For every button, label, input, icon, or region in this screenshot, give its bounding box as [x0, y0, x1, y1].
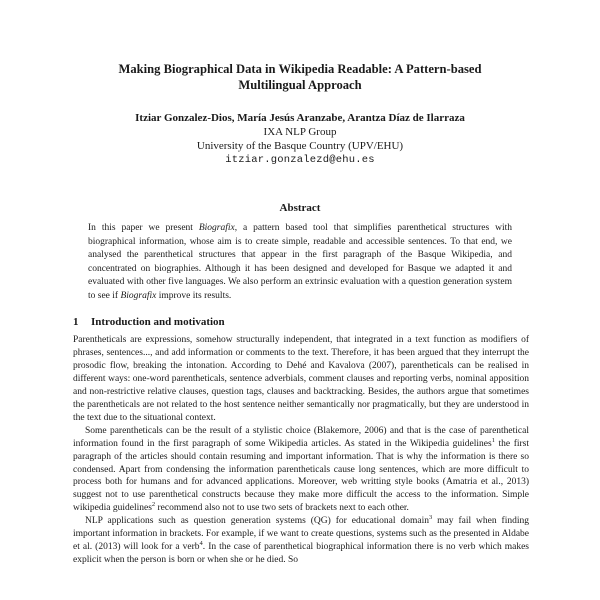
abstract-text-1: In this paper we present: [88, 223, 199, 233]
section-heading: [73, 315, 533, 329]
paper-title-line-2: Multilingual Approach: [238, 78, 362, 92]
body-text-3a: NLP applications such as question generation systems (QG) for educational domain: [85, 516, 429, 527]
body-text-2a: Some parentheticals can be the result of a stylistic choice (Blakemore, 2006) and that is the case of parenthetical information found in the first paragraph of some Wikipedia articles. As stated in the Wikipedia guidelines: [73, 425, 529, 449]
abstract-paragraph: [88, 222, 512, 303]
author-names: Itziar Gonzalez-Dios, María Jesús Aranzabe, Arantza Díaz de Ilarraza: [135, 112, 465, 124]
author-group: IXA NLP Group: [263, 126, 337, 138]
body-paragraph-2: [73, 425, 529, 516]
body-text-3c: . In the case of parenthetical biographical information there is no verb which makes explicit when the person is born or when she or he died. So: [73, 542, 529, 566]
footnote-marker-3: 3: [428, 514, 433, 522]
author-block: [40, 111, 560, 167]
body-text-3b: may fail when finding important information in brackets. For example, if we want to create questions, systems such as the presented in Aldabe et al. (2013) will look for a verb: [73, 516, 529, 553]
author-email: itziar.gonzalezd@ehu.es: [225, 154, 375, 166]
paper-title-line-1: Making Biographical Data in Wikipedia Readable: A Pattern-based: [118, 62, 482, 76]
section-title: Introduction and motivation: [91, 316, 225, 328]
body-paragraph-1: Parentheticals are expressions, somehow structurally independent, that integrated in a text function as modifiers of phrases, sentences..., and add information or comments to the text. Therefore, it has been argued that they interrupt the prosodic flow, breaking the intonation. According to Dehé and Kavalova (2007), parentheticals can be realised in different ways: one-word parentheticals, sentence adverbials, comment clauses and reporting verbs, nominal apposition and non-restrictive relative clauses, question tags, clauses and backtracking. Besides, the authors argue that sometimes the parentheticals are not related to the host sentence neither semantically nor pragmatically, but they are understood in the text due to the situational context.: [73, 335, 529, 423]
section-body: [73, 334, 529, 567]
author-affiliation: University of the Basque Country (UPV/EHU): [196, 140, 404, 152]
body-text-2b: the first paragraph of the articles should contain resuming and important information. That is why the information is there so condensed. Apart from condensing the information parentheticals cause long sentences, which are more difficult to process both for humans and for advanced applications. Moreover, web writting style books (Amatria et al., 2013) suggest not to use parenthetical constructs because they make more difficult the access to the information. Simple wikipedia guidelines: [73, 438, 529, 514]
abstract-text-3: improve its results.: [156, 290, 232, 301]
abstract-text-2: , a pattern based tool that simplifies parenthetical structures with biographical information, whose aim is to create simple, readable and accessible sentences. To that end, we analysed the parenthetical structures that appear in the first paragraph of the Basque Wikipedia, and concentrated on biographies. Although it has been designed and developed for Basque we adapted it and evaluated with other five languages. We also perform an extrinsic evaluation with a question generation system to see if: [88, 223, 512, 301]
body-text-2c: recommend also not to use two sets of brackets next to each other.: [155, 503, 409, 514]
footnote-marker-4: 4: [199, 540, 203, 548]
section-number: 1: [73, 316, 79, 328]
paper-title: [60, 61, 540, 93]
tool-name: Biografix: [198, 223, 235, 233]
abstract-heading: Abstract: [279, 202, 321, 214]
footnote-marker-2: 2: [151, 501, 156, 509]
tool-name-2: Biografix: [120, 290, 157, 301]
footnote-marker-1: 1: [491, 436, 495, 444]
body-paragraph-3: [73, 515, 529, 567]
abstract-body: [88, 222, 512, 303]
